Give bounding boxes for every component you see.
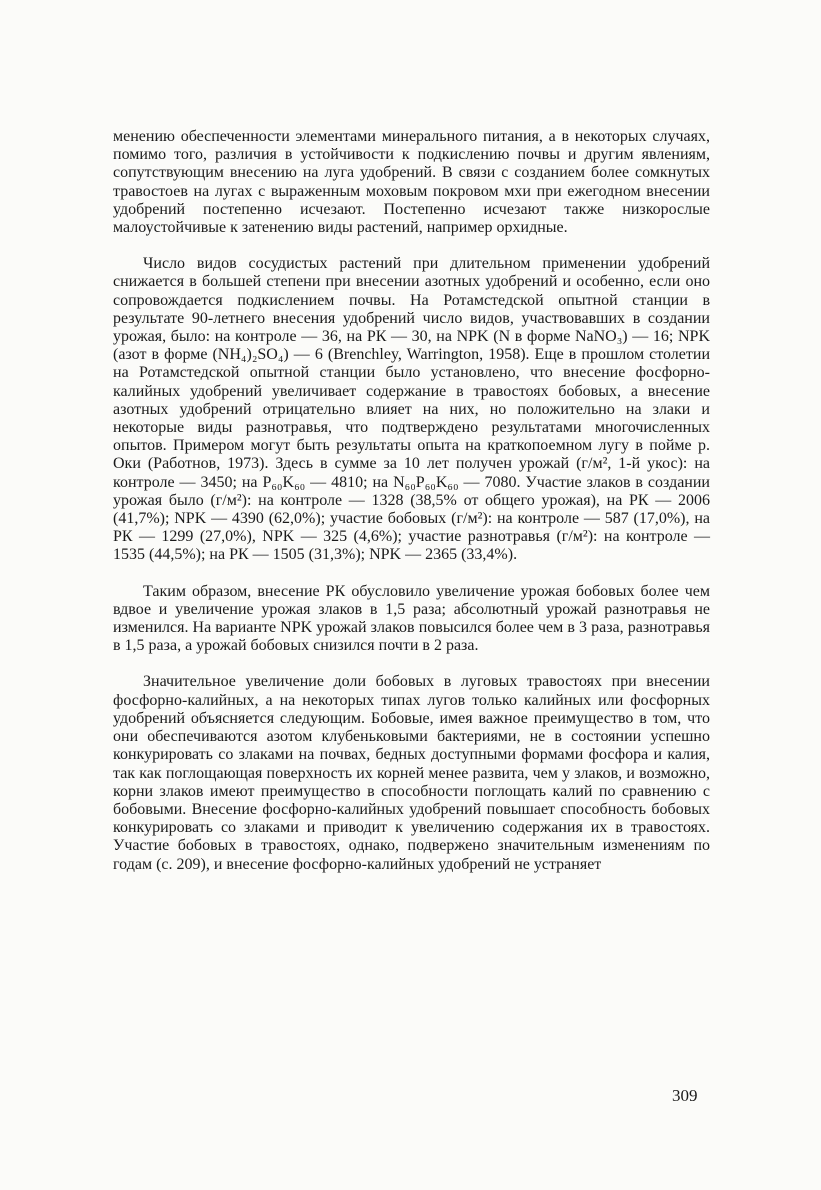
page-number: 309 xyxy=(672,1086,698,1105)
paragraph-continuation: менению обеспеченности элементами минерального питания, а в некоторых случаях, помимо того, различия в устойчивости к подкислению почвы и другим явлениям, сопутствующим внесению на луга удобрений. В связи с созданием более сомкнутых травостоев на лугах с выраженным моховым покровом мхи при ежегодном внесении удобрений постепенно исчезают. Постепенно исчезают также низкорослые малоустойчивые к затенению виды растений, например орхидные. xyxy=(113,128,710,237)
body-text xyxy=(113,128,710,874)
paragraph-conclusion: Таким образом, внесение РК обусловило увеличение урожая бобовых более чем вдвое и увеличение урожая злаков в 1,5 раза; абсолютный урожай разнотравья не изменился. На варианте NPK урожай злаков повысился более чем в 3 раза, разнотравья в 1,5 раза, а урожай бобовых снизился почти в 2 раза. xyxy=(113,582,710,655)
paragraph-species-count: Число видов сосудистых растений при длительном применении удобрений снижается в большей степени при внесении азотных удобрений и особенно, если оно сопровождается подкислением почвы. На Ротамстедской опытной станции в результате 90-летнего внесения удобрений число видов, участвовавших в создании урожая, было: на контроле — 36, на РК — 30, на NPK (N в форме NaNO₃) — 16; NPK (азот в форме (NH₄)₂SO₄) — 6 (Brenchley, Warrington, 1958). Еще в прошлом столетии на Ротамстедской опытной станции было установлено, что внесение фосфорно-калийных удобрений увеличивает содержание в травостоях бобовых, а внесение азотных удобрений отрицательно влияет на них, но положительно на злаки и некоторые виды разнотравья, что подтверждено результатами многочисленных опытов. Примером могут быть результаты опыта на краткопоемном лугу в пойме р. Оки (Работнов, 1973). Здесь в сумме за 10 лет получен урожай (г/м², 1-й укос): на контроле — 3450; на P₆₀K₆₀ — 4810; на N₆₀P₆₀K₆₀ — 7080. Участие злаков в создании урожая было (г/м²): на контроле — 1328 (38,5% от общего урожая), на РК — 2006 (41,7%); NPK — 4390 (62,0%); участие бобовых (г/м²): на контроле — 587 (17,0%), на РК — 1299 (27,0%), NPK — 325 (4,6%); участие разнотравья (г/м²): на контроле — 1535 (44,5%); на РК — 1505 (31,3%); NPK — 2365 (33,4%). xyxy=(113,255,710,564)
paragraph-legumes: Значительное увеличение доли бобовых в луговых травостоях при внесении фосфорно-калийных, а на некоторых типах лугов только калийных или фосфорных удобрений объясняется следующим. Бобовые, имея важное преимущество в том, что они обеспечиваются азотом клубеньковыми бактериями, не в состоянии успешно конкурировать со злаками на почвах, бедных доступными формами фосфора и калия, так как поглощающая поверхность их корней менее развита, чем у злаков, и возможно, корни злаков имеют преимущество в способности поглощать калий по сравнению с бобовыми. Внесение фосфорно-калийных удобрений повышает способность бобовых конкурировать со злаками и приводит к увеличению содержания их в травостоях. Участие бобовых в травостоях, однако, подвержено значительным изменениям по годам (с. 209), и внесение фосфорно-калийных удобрений не устраняет xyxy=(113,673,710,873)
